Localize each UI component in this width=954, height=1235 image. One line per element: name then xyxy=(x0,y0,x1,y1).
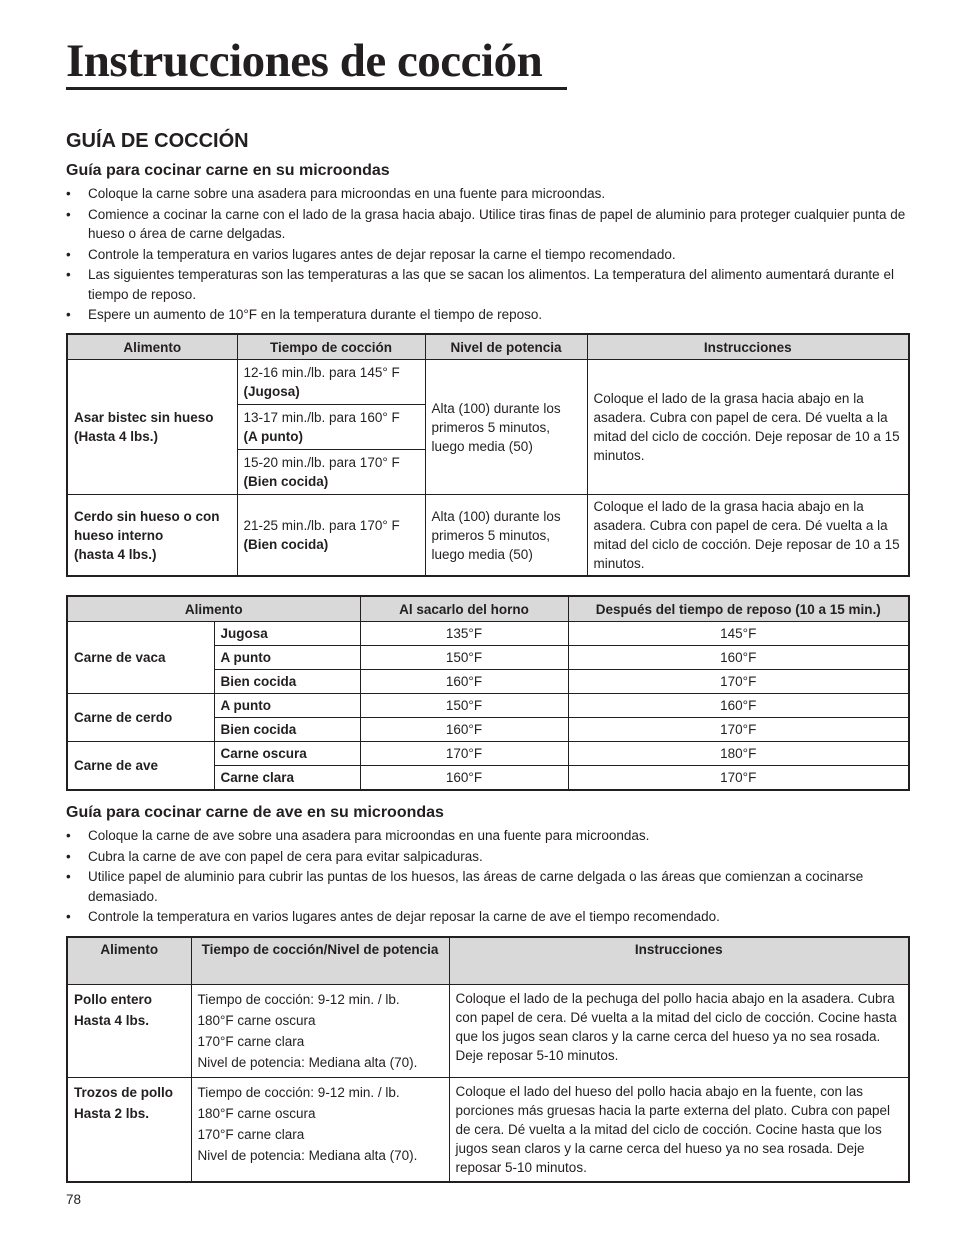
table-header-row xyxy=(67,937,909,985)
table-row xyxy=(67,742,909,766)
column-header: Nivel de potencia xyxy=(425,334,587,360)
bullet-item: • Coloque la carne sobre una asadera para microondas en una fuente para microondas. xyxy=(66,184,916,204)
food-cell: Carne de cerdo xyxy=(67,694,214,742)
bullet-item: • Coloque la carne de ave sobre una asadera para microondas en una fuente para microondas. xyxy=(66,826,916,846)
out-temp-cell: 135°F xyxy=(360,622,568,646)
table-header-row xyxy=(67,596,909,622)
doneness-cell: Bien cocida xyxy=(214,670,360,694)
food-cell xyxy=(67,360,237,495)
food-cell xyxy=(67,1078,191,1183)
power-cell: Alta (100) durante los primeros 5 minutos, luego media (50) xyxy=(425,495,587,577)
meat-guide-bullets xyxy=(66,184,916,326)
instructions-cell: Coloque el lado de la pechuga del pollo hacia abajo en la asadera. Cubra con papel de cera. Dé vuelta a la mitad del ciclo de cocción. Cocine hasta que los jugos sean claros y la carne cerca del hueso ya no sea rosada. Deje reposar 5-10 minutos. xyxy=(449,985,909,1078)
column-header: Tiempo de cocción xyxy=(237,334,425,360)
detail-line: 180°F carne oscura xyxy=(197,1106,316,1121)
bullet-item: • Comience a cocinar la carne con el lado de la grasa hacia abajo. Utilice tiras finas de papel de aluminio para proteger cualquier punta de hueso o área de carne delgadas. xyxy=(66,205,916,244)
detail-line: 170°F carne clara xyxy=(197,1034,305,1049)
time-cell xyxy=(237,405,425,450)
cook-time: 12-16 min./lb. para 145° F xyxy=(243,365,400,380)
section-heading: GUÍA DE COCCIÓN xyxy=(66,130,249,152)
rest-temp-cell: 160°F xyxy=(568,646,909,670)
poultry-cooking-table xyxy=(66,936,910,1183)
bullet-item: • Cubra la carne de ave con papel de cera para evitar salpicaduras. xyxy=(66,847,916,867)
cook-time: 21-25 min./lb. para 170° F xyxy=(243,518,400,533)
cook-time: 13-17 min./lb. para 160° F xyxy=(243,410,400,425)
detail-line: Tiempo de cocción: 9-12 min. / lb. xyxy=(197,992,400,1007)
page-number: 78 xyxy=(66,1192,82,1207)
bullet-item: • Utilice papel de aluminio para cubrir las puntas de los huesos, las áreas de carne delgada o las áreas que comienzan a cocinarse demasiado. xyxy=(66,867,916,906)
doneness-cell: Jugosa xyxy=(214,622,360,646)
column-header: Después del tiempo de reposo (10 a 15 min.) xyxy=(568,596,909,622)
column-header: Alimento xyxy=(67,596,360,622)
instructions-cell: Coloque el lado de la grasa hacia abajo en la asadera. Cubra con papel de cera. Dé vuelta a la mitad del ciclo de cocción. Deje reposar de 10 a 15 minutos. xyxy=(587,360,909,495)
food-name: Asar bistec sin hueso xyxy=(74,410,214,425)
details-cell xyxy=(191,985,449,1078)
food-weight: Hasta 2 lbs. xyxy=(74,1106,150,1121)
doneness-cell: Carne clara xyxy=(214,766,360,791)
rest-temp-cell: 170°F xyxy=(568,718,909,742)
doneness: (Jugosa) xyxy=(243,384,300,399)
detail-line: Nivel de potencia: Mediana alta (70). xyxy=(197,1148,418,1163)
bullet-item: • Las siguientes temperaturas son las temperaturas a las que se sacan los alimentos. La temperatura del alimento aumentará durante el tiempo de reposo. xyxy=(66,265,916,304)
cook-time: 15-20 min./lb. para 170° F xyxy=(243,455,400,470)
detail-line: 170°F carne clara xyxy=(197,1127,305,1142)
rest-temp-cell: 170°F xyxy=(568,670,909,694)
poultry-guide-bullets xyxy=(66,826,916,928)
detail-line: Tiempo de cocción: 9-12 min. / lb. xyxy=(197,1085,400,1100)
detail-line: Nivel de potencia: Mediana alta (70). xyxy=(197,1055,418,1070)
bullet-item: • Controle la temperatura en varios lugares antes de dejar reposar la carne de ave el tiempo recomendado. xyxy=(66,907,916,927)
time-cell xyxy=(237,450,425,495)
time-cell xyxy=(237,360,425,405)
bullet-item: • Controle la temperatura en varios lugares antes de dejar reposar la carne el tiempo recomendado. xyxy=(66,245,916,265)
doneness: (Bien cocida) xyxy=(243,474,329,489)
column-header: Instrucciones xyxy=(449,937,909,985)
table-row xyxy=(67,622,909,646)
food-weight: Hasta 4 lbs. xyxy=(74,1013,150,1028)
time-cell xyxy=(237,495,425,577)
out-temp-cell: 150°F xyxy=(360,694,568,718)
meat-guide-heading: Guía para cocinar carne en su microondas xyxy=(66,162,390,179)
table-row xyxy=(67,985,909,1078)
rest-temp-cell: 170°F xyxy=(568,766,909,791)
rest-temp-cell: 180°F xyxy=(568,742,909,766)
doneness-cell: A punto xyxy=(214,646,360,670)
rest-temp-cell: 160°F xyxy=(568,694,909,718)
doneness-cell: A punto xyxy=(214,694,360,718)
food-cell: Carne de vaca xyxy=(67,622,214,694)
out-temp-cell: 170°F xyxy=(360,742,568,766)
food-cell xyxy=(67,495,237,577)
table-row xyxy=(67,694,909,718)
out-temp-cell: 150°F xyxy=(360,646,568,670)
meat-cooking-table xyxy=(66,333,910,577)
out-temp-cell: 160°F xyxy=(360,670,568,694)
table-row xyxy=(67,1078,909,1183)
details-cell xyxy=(191,1078,449,1183)
food-name: Cerdo sin hueso o con hueso interno xyxy=(74,508,220,543)
food-weight: (hasta 4 lbs.) xyxy=(74,546,157,562)
doneness-cell: Bien cocida xyxy=(214,718,360,742)
instructions-cell: Coloque el lado del hueso del pollo hacia abajo en la fuente, con las porciones más gruesas hacia la parte externa del plato. Cubra con papel de cera. Dé vuelta a la mitad del ciclo de cocción. Cocine hasta que los jugos sean claros y la carne cerca del hueso ya no sea rosada. Deje reposar 5-10 minutos. xyxy=(449,1078,909,1183)
out-temp-cell: 160°F xyxy=(360,766,568,791)
food-cell xyxy=(67,985,191,1078)
doneness-cell: Carne oscura xyxy=(214,742,360,766)
power-cell: Alta (100) durante los primeros 5 minutos, luego media (50) xyxy=(425,360,587,495)
column-header: Instrucciones xyxy=(587,334,909,360)
bullet-item: • Espere un aumento de 10°F en la temperatura durante el tiempo de reposo. xyxy=(66,305,916,325)
out-temp-cell: 160°F xyxy=(360,718,568,742)
column-header: Alimento xyxy=(67,334,237,360)
doneness: (Bien cocida) xyxy=(243,537,329,552)
detail-line: 180°F carne oscura xyxy=(197,1013,316,1028)
table-header-row xyxy=(67,334,909,360)
column-header: Tiempo de cocción/Nivel de potencia xyxy=(191,937,449,985)
instructions-cell: Coloque el lado de la grasa hacia abajo en la asadera. Cubra con papel de cera. Dé vuelta a la mitad del ciclo de cocción. Deje reposar de 10 a 15 minutos. xyxy=(587,495,909,577)
food-name: Trozos de pollo xyxy=(74,1085,174,1100)
column-header: Alimento xyxy=(67,937,191,985)
food-name: Pollo entero xyxy=(74,992,153,1007)
page-title: Instrucciones de cocción xyxy=(66,35,543,87)
table-row xyxy=(67,360,909,405)
food-cell: Carne de ave xyxy=(67,742,214,791)
poultry-guide-heading: Guía para cocinar carne de ave en su microondas xyxy=(66,804,444,821)
column-header: Al sacarlo del horno xyxy=(360,596,568,622)
title-rule xyxy=(66,87,567,90)
food-weight: (Hasta 4 lbs.) xyxy=(74,429,159,444)
temperature-table xyxy=(66,595,910,791)
table-row xyxy=(67,495,909,577)
rest-temp-cell: 145°F xyxy=(568,622,909,646)
doneness: (A punto) xyxy=(243,429,303,444)
